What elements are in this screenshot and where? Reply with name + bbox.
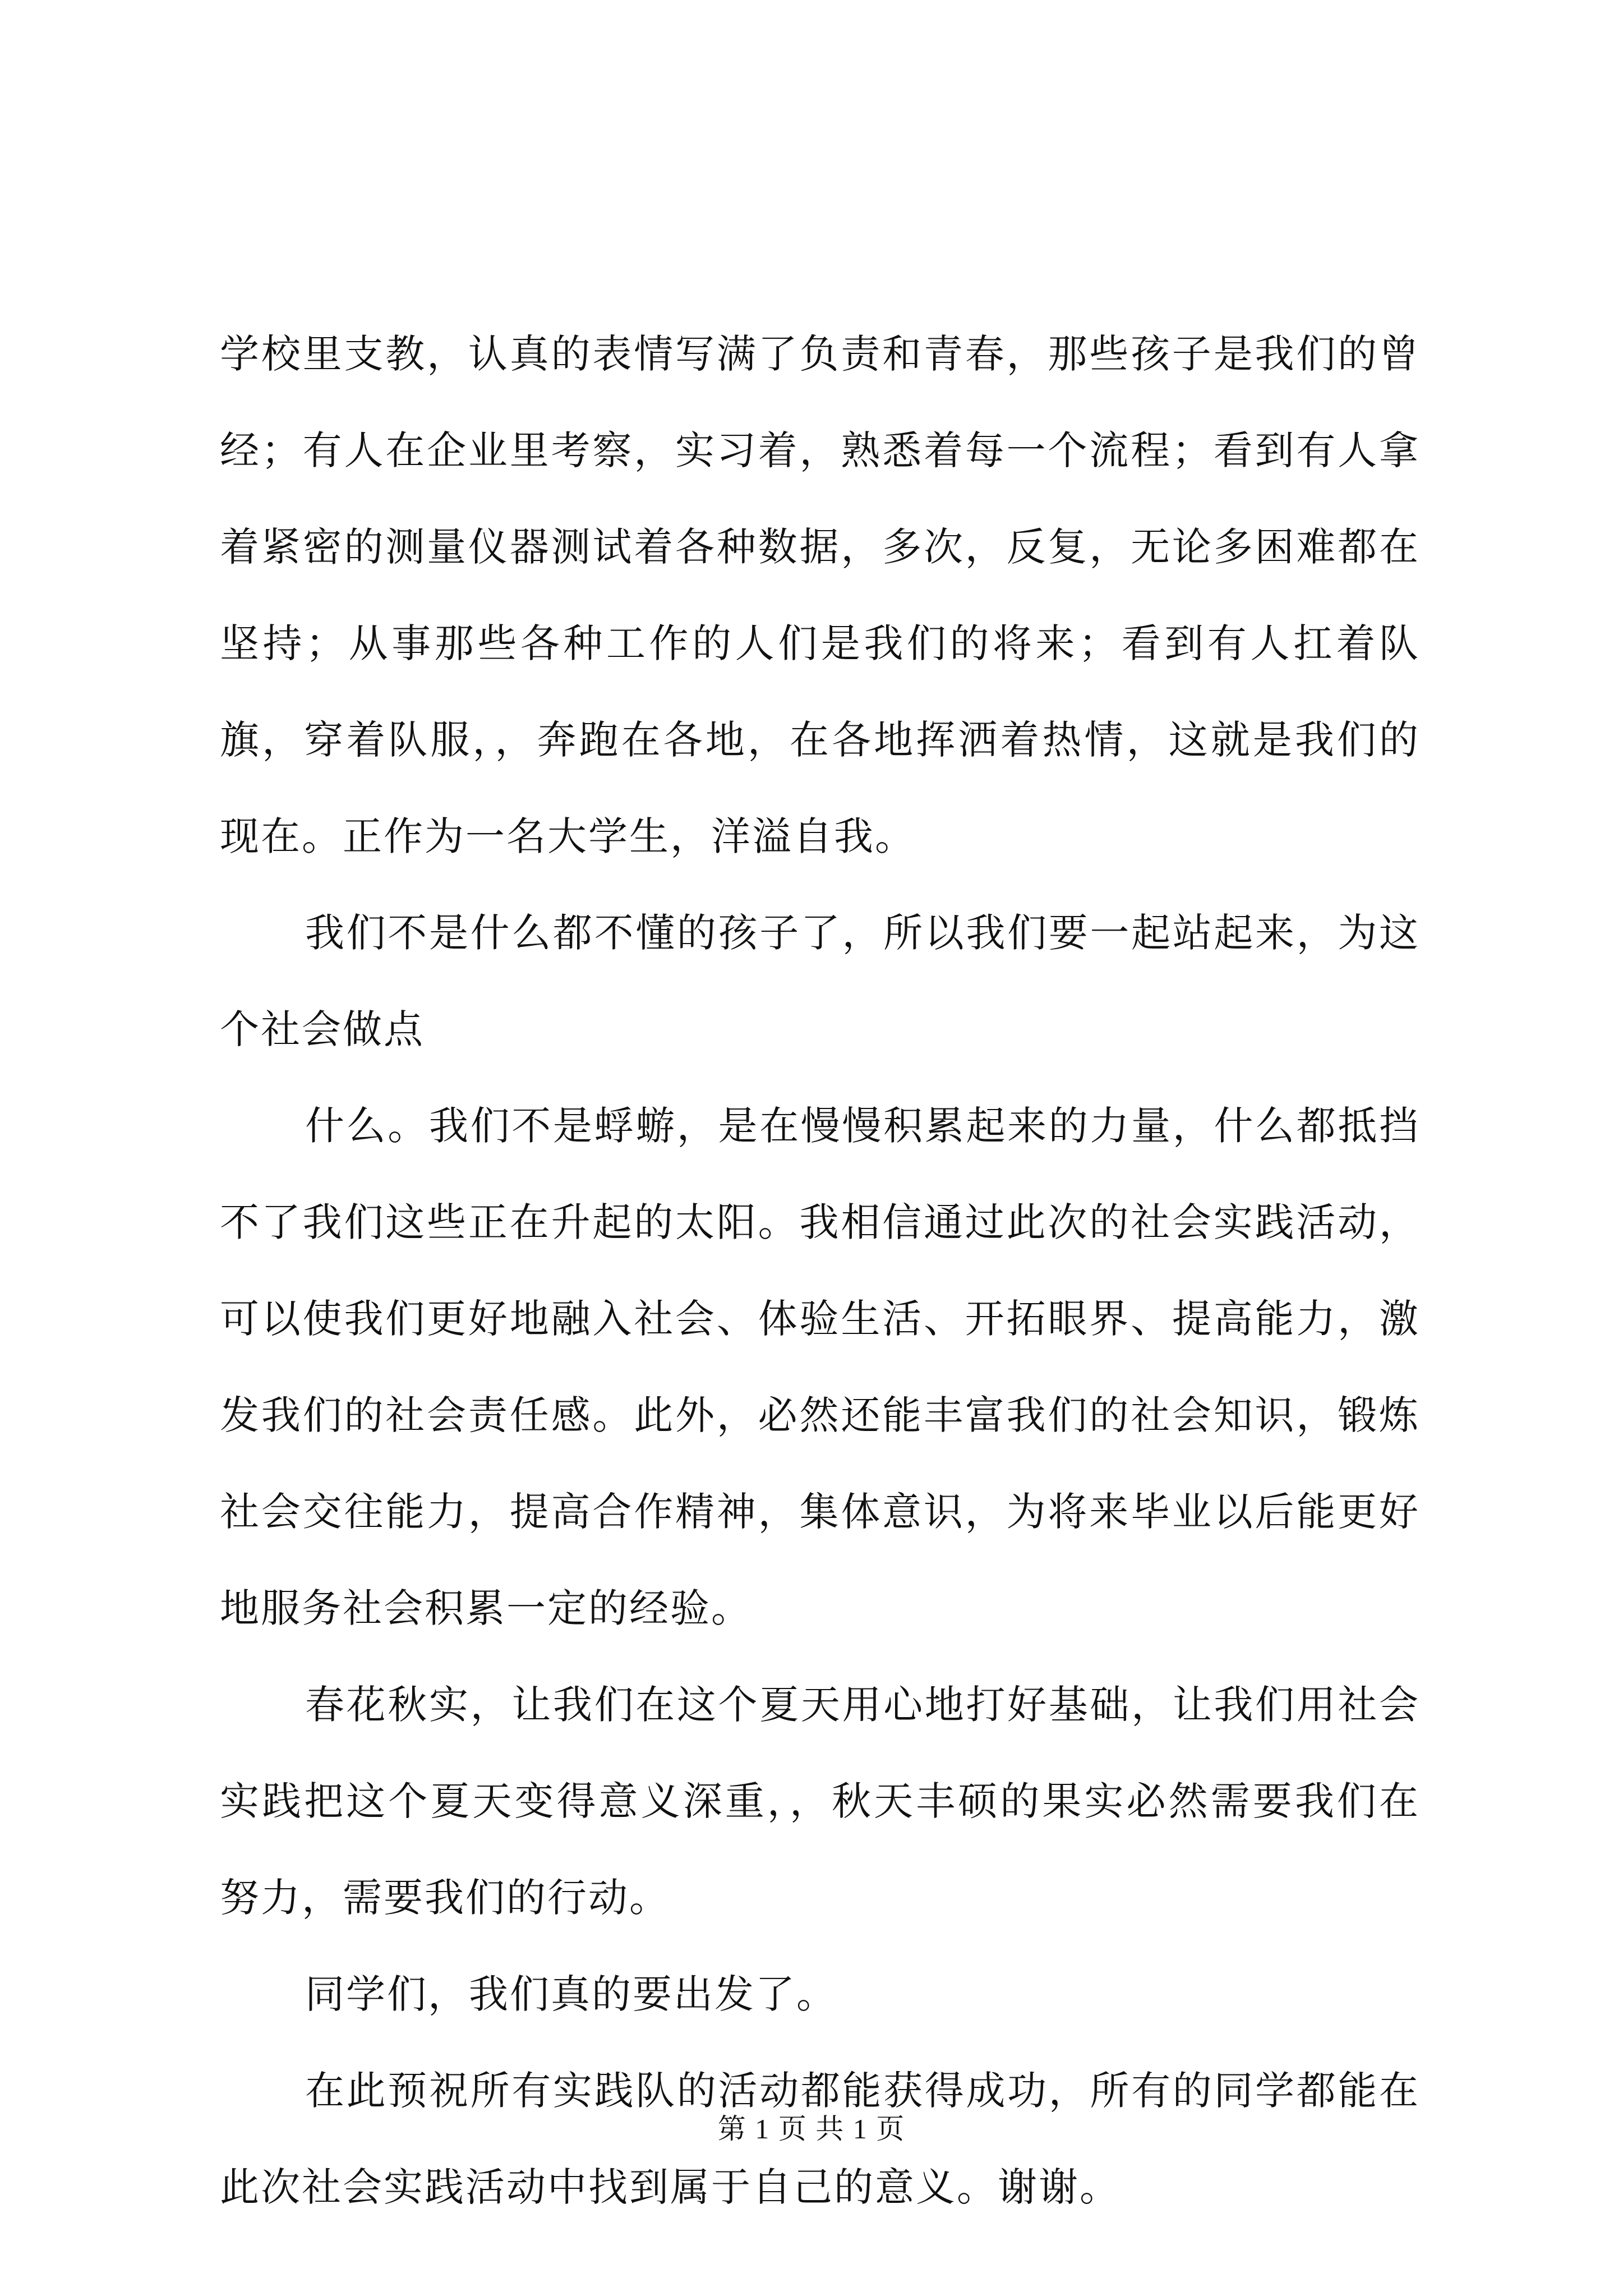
paragraph-4: 春花秋实，让我们在这个夏天用心地打好基础，让我们用社会实践把这个夏天变得意义深重，，秋天丰硕的果实必然需要我们在努力，需要我们的行动。 (220, 1682, 1420, 1921)
paragraph-3: 什么。我们不是蜉蝣，是在慢慢积累起来的力量，什么都抵挡不了我们这些正在升起的太阳。我相信通过此次的社会实践活动，可以使我们更好地融入社会、体验生活、开拓眼界、提高能力，激发我们的社会责任感。此外，必然还能丰富我们的社会知识，锻炼社会交往能力，提高合作精神，集体意识，为将来毕业以后能更好地服务社会积累一定的经验。 (220, 1103, 1420, 1631)
page-number-footer: 第 1 页 共 1 页 (717, 2113, 906, 2145)
paragraph-1: 学校里支教，认真的表情写满了负责和青春，那些孩子是我们的曾经；有人在企业里考察，实习着，熟悉着每一个流程；看到有人拿着紧密的测量仪器测试着各种数据，多次，反复，无论多困难都在坚持；从事那些各种工作的人们是我们的将来；看到有人扛着队旗，穿着队服，，奔跑在各地，在各地挥洒着热情，这就是我们的现在。正作为一名大学生，洋溢自我。 (220, 331, 1420, 859)
paragraph-6: 在此预祝所有实践队的活动都能获得成功，所有的同学都能在此次社会实践活动中找到属于自己的意义。谢谢。 (220, 2068, 1420, 2210)
paragraph-5: 同学们，我们真的要出发了。 (305, 1971, 837, 2017)
document-body (220, 306, 1420, 2235)
paragraph-2: 我们不是什么都不懂的孩子了，所以我们要一起站起来，为这个社会做点 (220, 910, 1420, 1052)
